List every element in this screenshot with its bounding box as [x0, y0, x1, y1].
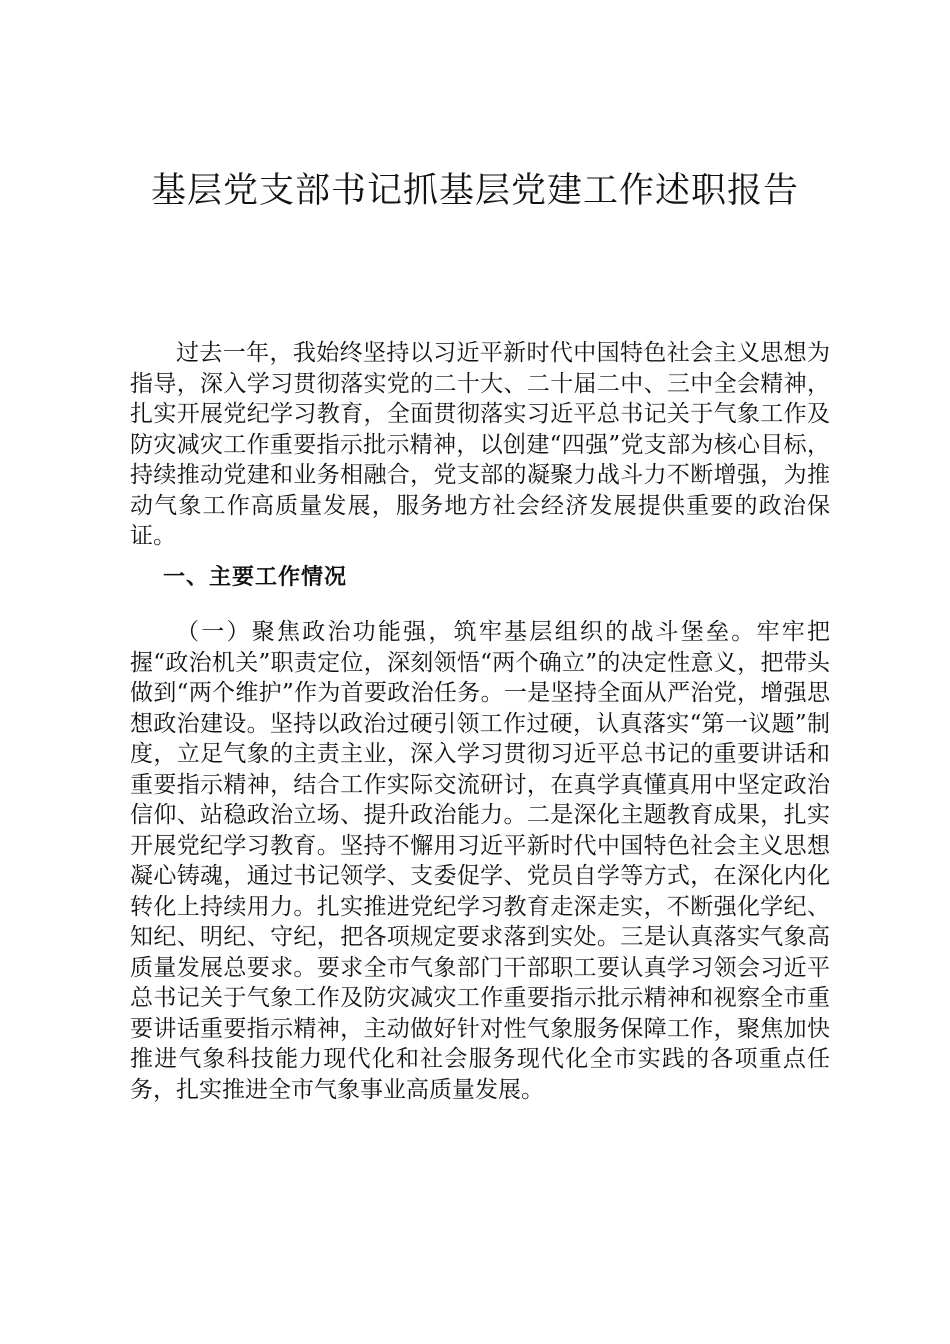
- intro-paragraph: 过去一年，我始终坚持以习近平新时代中国特色社会主义思想为指导，深入学习贯彻落实党的二十大、二十届二中、三中全会精神，扎实开展党纪学习教育，全面贯彻落实习近平总书记关于气象工作及防灾减灾工作重要指示批示精神，以创建“四强”党支部为核心目标，持续推动党建和业务相融合，党支部的凝聚力战斗力不断增强，为推动气象工作高质量发展，服务地方社会经济发展提供重要的政治保证。: [130, 340, 830, 549]
- section-heading: 一、主要工作情况: [163, 565, 348, 590]
- section-paragraph: （一）聚焦政治功能强，筑牢基层组织的战斗堡垒。牢牢把握“政治机关”职责定位，深刻领悟“两个确立”的决定性意义，把带头做到“两个维护”作为首要政治任务。一是坚持全面从严治党，增强思想政治建设。坚持以政治过硬引领工作过硬，认真落实“第一议题”制度，立足气象的主责主业，深入学习贯彻习近平总书记的重要讲话和重要指示精神，结合工作实际交流研讨，在真学真懂真用中坚定政治信仰、站稳政治立场、提升政治能力。二是深化主题教育成果，扎实开展党纪学习教育。坚持不懈用习近平新时代中国特色社会主义思想凝心铸魂，通过书记领学、支委促学、党员自学等方式，在深化内化转化上持续用力。扎实推进党纪学习教育走深走实，不断强化学纪、知纪、明纪、守纪，把各项规定要求落到实处。三是认真落实气象高质量发展总要求。要求全市气象部门干部职工要认真学习领会习近平总书记关于气象工作及防灾减灾工作重要指示批示精神和视察全市重要讲话重要指示精神，主动做好针对性气象服务保障工作，聚焦加快推进气象科技能力现代化和社会服务现代化全市实践的各项重点任务，扎实推进全市气象事业高质量发展。: [130, 619, 830, 1103]
- page-title: 基层党支部书记抓基层党建工作述职报告: [150, 171, 799, 211]
